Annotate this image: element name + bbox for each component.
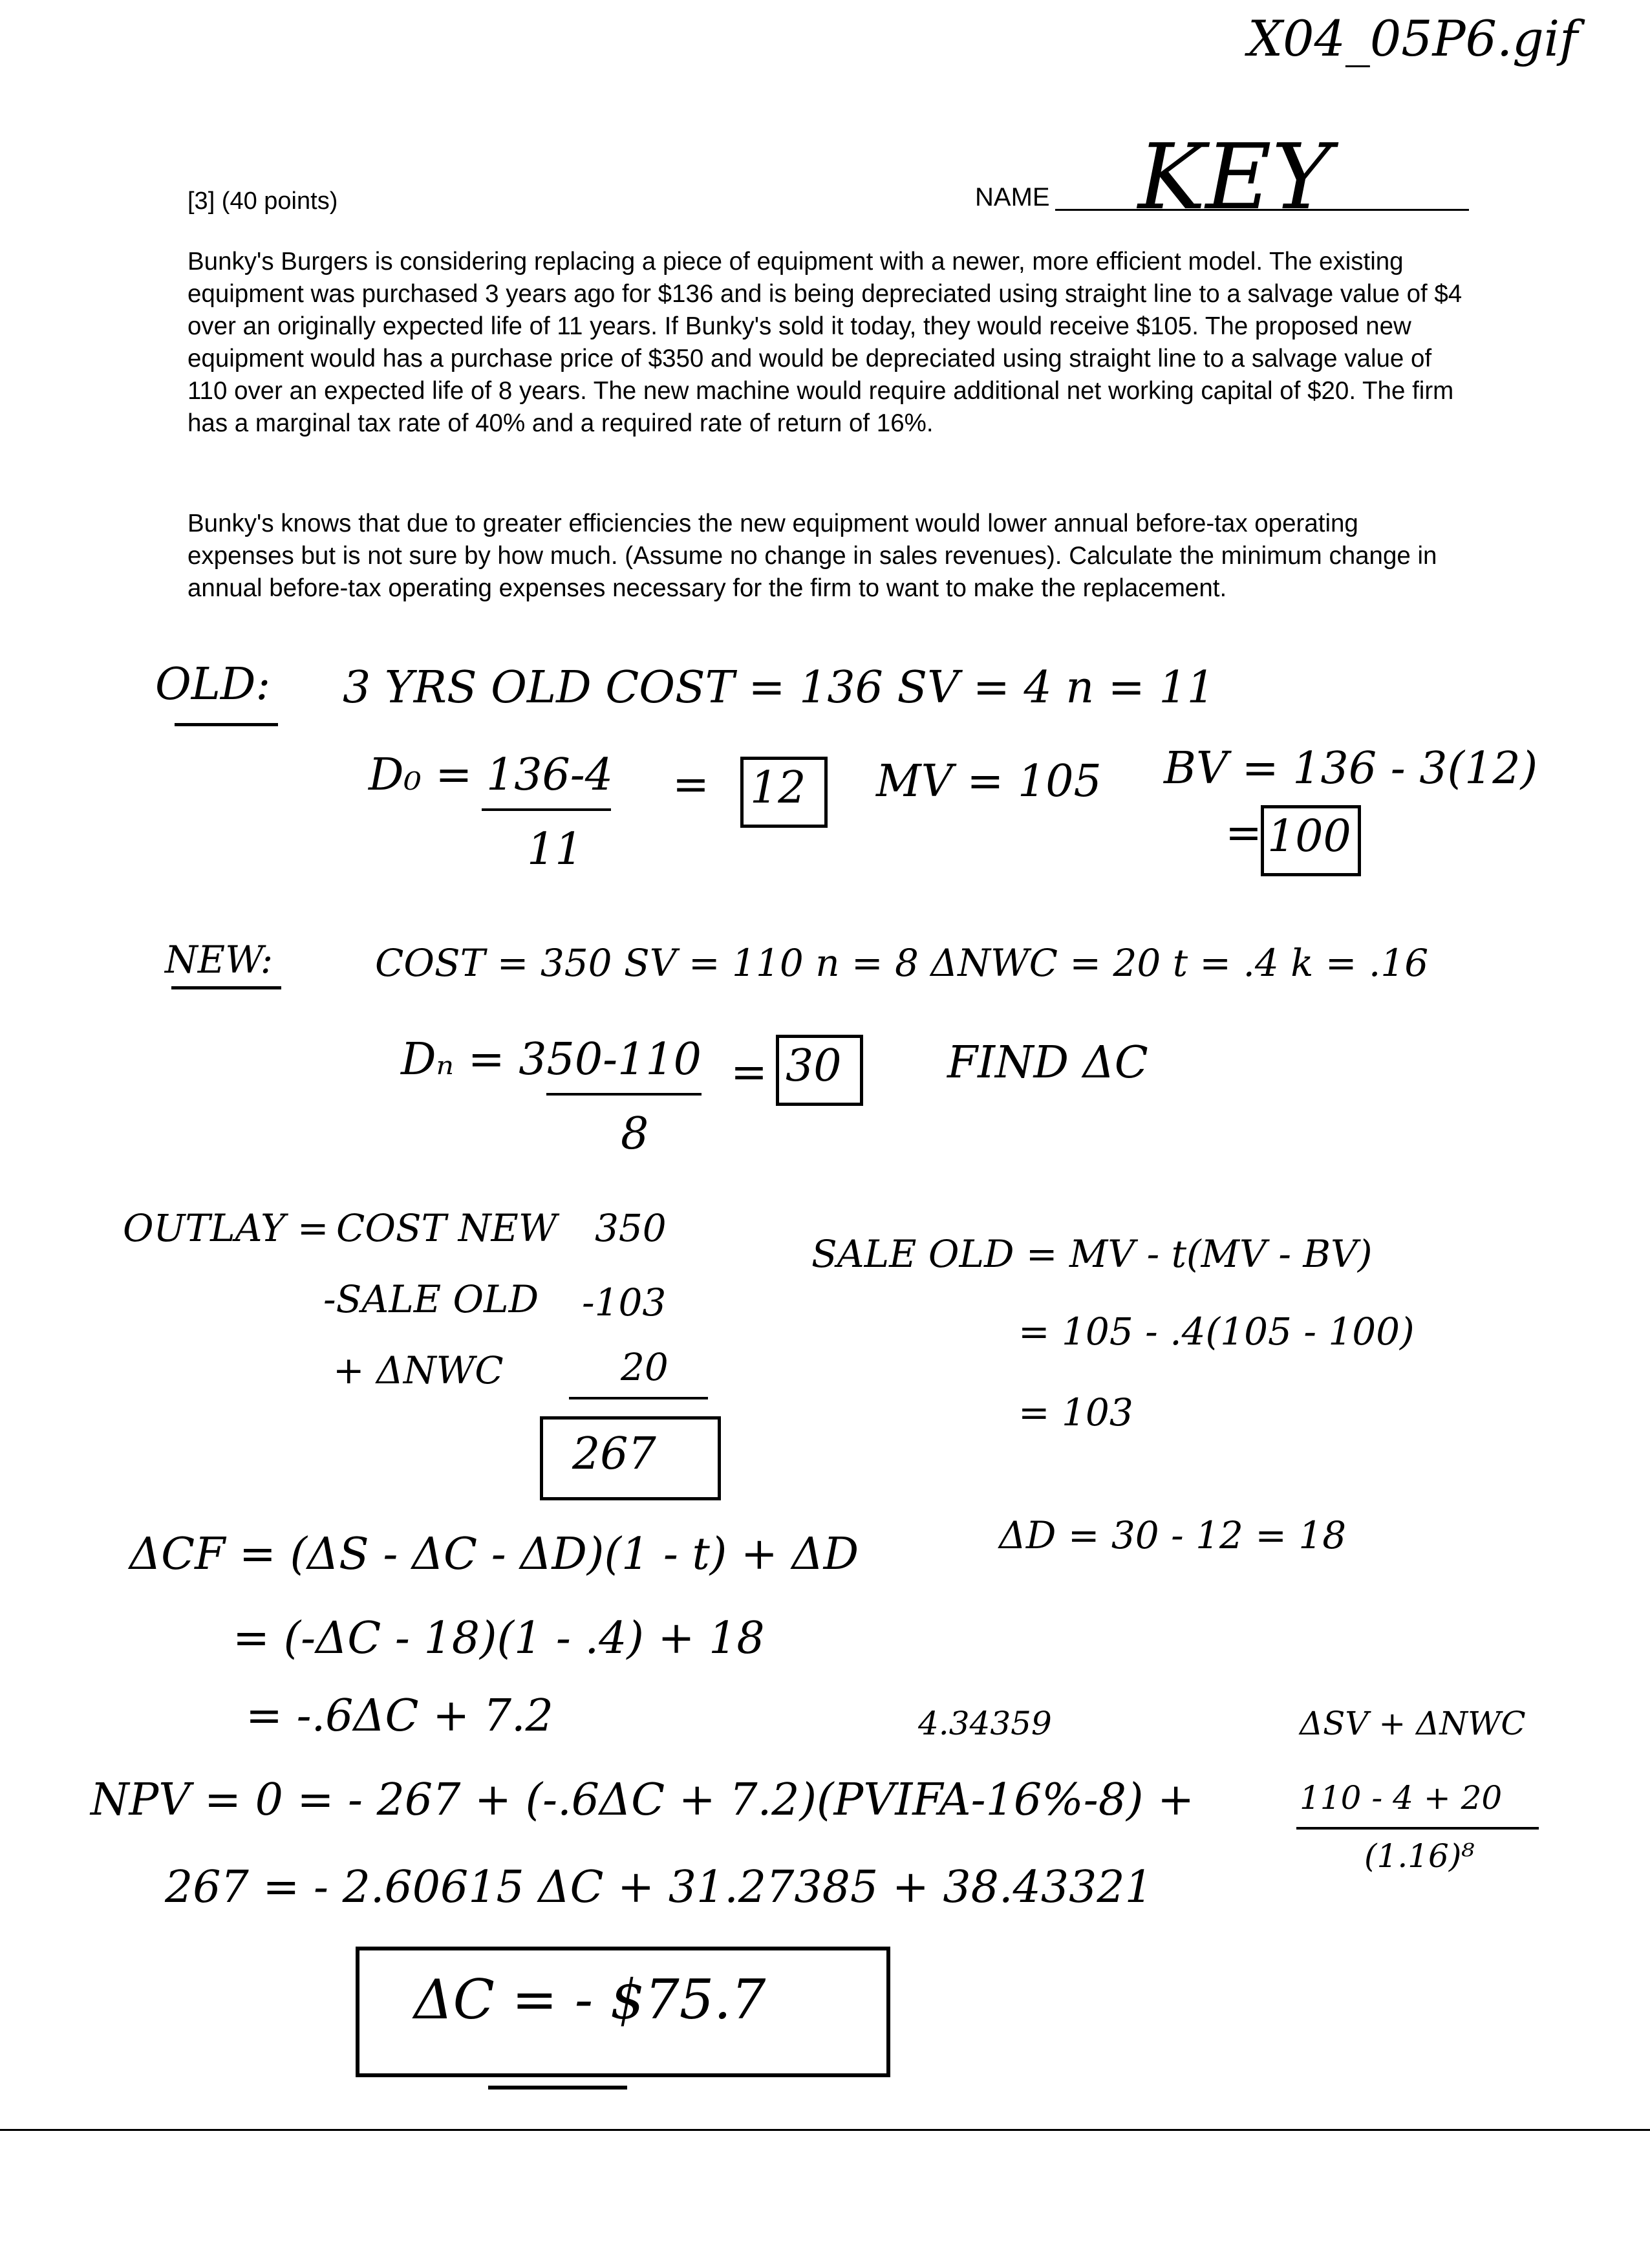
new-depreciation-denominator: 8 [621, 1108, 649, 1160]
sale-old-result: = 103 [1018, 1390, 1133, 1434]
outlay-row-label: + ΔNWC [333, 1348, 504, 1392]
old-depreciation-value: 12 [750, 762, 806, 814]
book-value: BV = 136 - 3(12) [1164, 743, 1538, 794]
outlay-sum-line [569, 1397, 708, 1399]
name-value: KEY [1138, 125, 1332, 230]
name-label: NAME [975, 183, 1050, 211]
delta-cf-substitution: = (-ΔC - 18)(1 - .4) + 18 [233, 1613, 765, 1664]
old-parameters: 3 YRS OLD COST = 136 SV = 4 n = 11 [343, 662, 1215, 713]
sale-old-substitution: = 105 - .4(105 - 100) [1018, 1310, 1415, 1354]
outlay-row-value: 350 [595, 1206, 667, 1250]
find-delta-c: FIND ΔC [947, 1037, 1148, 1088]
terminal-label: ΔSV + ΔNWC [1300, 1705, 1526, 1742]
old-fraction-bar [482, 808, 611, 811]
terminal-fraction-bar [1296, 1827, 1539, 1830]
delta-cf-simplified: = -.6ΔC + 7.2 [246, 1690, 553, 1742]
delta-cf-formula: ΔCF = (ΔS - ΔC - ΔD)(1 - t) + ΔD [129, 1529, 859, 1580]
page-bottom-rule [0, 2129, 1650, 2131]
delta-depreciation: ΔD = 30 - 12 = 18 [999, 1513, 1347, 1557]
book-value-equals: = [1225, 808, 1262, 859]
terminal-numerator: 110 - 4 + 20 [1300, 1779, 1503, 1817]
solving-equation: 267 = - 2.60615 ΔC + 31.27385 + 38.43321 [165, 1862, 1153, 1913]
answer-underline [488, 2086, 627, 2090]
outlay-row-value: -103 [582, 1280, 667, 1324]
annuity-factor: 4.34359 [918, 1705, 1052, 1742]
problem-paragraph-2: Bunky's knows that due to greater efficiencies the new equipment would lower annual before-tax operating expenses but is not sure by how much. (Assume no change in sales revenues). Calculate the minimum change in annual before-tax operating expenses necessary for the firm to want to make the replacement. [188, 510, 1437, 602]
outlay-label: OUTLAY = [123, 1206, 329, 1250]
sale-old-formula: SALE OLD = MV - t(MV - BV) [811, 1232, 1373, 1276]
new-label-underline [171, 986, 281, 989]
file-tag: X04_05P6.gif [1248, 10, 1578, 67]
old-equals: = [672, 759, 709, 810]
final-answer: ΔC = - $75.7 [414, 1968, 766, 2031]
terminal-denominator: (1.16)⁸ [1364, 1837, 1475, 1875]
problem-paragraph-1: Bunky's Burgers is considering replacing a piece of equipment with a newer, more efficient model. The existing equipment was purchased 3 years ago for $136 and is being depreciated using straight line to a salvage value of $4 over an originally expected life of 11 years. If Bunky's sold it today, they would receive $105. The proposed new equipment would has a purchase price of $350 and would be depreciated using straight line to a salvage value of 110 over an expected life of 8 years. The new machine would require additional net working capital of $20. The firm has a marginal tax rate of 40% and a required rate of return of 16%. [188, 248, 1462, 437]
old-label-underline [175, 723, 278, 726]
outlay-row-label: COST NEW [336, 1206, 557, 1250]
new-label: NEW: [165, 938, 273, 982]
outlay-row-label: -SALE OLD [323, 1277, 539, 1321]
old-depreciation-numerator: D₀ = 136-4 [369, 750, 614, 801]
new-parameters: COST = 350 SV = 110 n = 8 ΔNWC = 20 t = .4 k = .16 [375, 941, 1429, 985]
question-number: [3] (40 points) [188, 188, 338, 215]
new-fraction-bar [546, 1093, 702, 1096]
outlay-row-value: 20 [621, 1345, 669, 1389]
new-depreciation-value: 30 [786, 1041, 842, 1092]
new-depreciation-numerator: Dₙ = 350-110 [401, 1034, 702, 1085]
old-label: OLD: [155, 659, 271, 710]
book-value-value: 100 [1267, 811, 1351, 862]
new-equals: = [731, 1047, 767, 1098]
outlay-total: 267 [572, 1429, 656, 1480]
market-value: MV = 105 [876, 756, 1102, 807]
npv-equation: NPV = 0 = - 267 + (-.6ΔC + 7.2)(PVIFA-16%-8) + [91, 1775, 1195, 1826]
old-depreciation-denominator: 11 [527, 824, 583, 875]
